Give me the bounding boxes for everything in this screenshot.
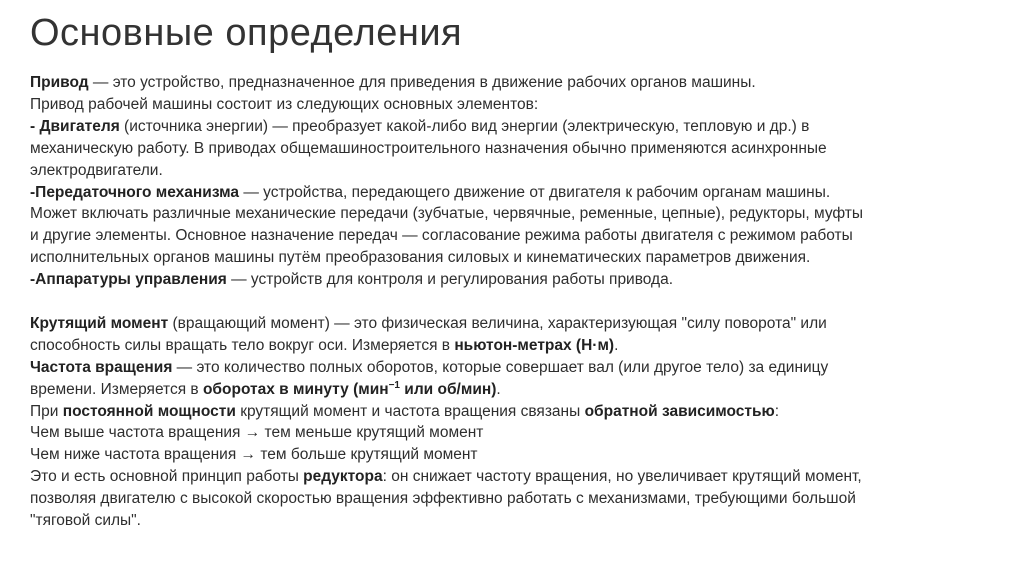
motor-item-line2: механическую работу. В приводах общемашиностроительного назначения обычно применяются асинхронные bbox=[30, 139, 827, 157]
torque-definition: Крутящий момент (вращающий момент) — это физическая величина, характеризующая "силу поворота" или bbox=[30, 314, 827, 332]
torque-term: Крутящий момент bbox=[30, 314, 169, 332]
speed-term: Частота вращения bbox=[30, 358, 173, 376]
slide-body bbox=[30, 72, 1010, 532]
drive-definition: Привод — это устройство, предназначенное для приведения в движение рабочих органов машины. bbox=[30, 74, 756, 91]
drive-composition: Привод рабочей машины состоит из следующих основных элементов: bbox=[30, 95, 539, 113]
speed-definition: Частота вращения — это количество полных оборотов, которые совершает вал (или другое тело) за единицу bbox=[30, 358, 829, 376]
inverse-relation-term: обратной зависимостью bbox=[584, 402, 775, 420]
transmission-item-line2: Может включать различные механические передачи (зубчатые, червячные, ременные, цепные), редукторы, муфты bbox=[30, 205, 864, 223]
speed-unit: оборотах в минуту (мин$^{-1}$ или об/мин) bbox=[202, 379, 497, 398]
motor-item: - Двигателя (источника энергии) — преобразует какой-либо вид энергии (электрическую, тепловую и др.) в bbox=[30, 117, 810, 135]
reducer-principle-line3: "тяговой силы". bbox=[30, 512, 141, 530]
relation-statement: При постоянной мощности крутящий момент и частота вращения связаны обратной зависимостью: bbox=[30, 402, 780, 420]
paragraph-gap bbox=[30, 291, 1010, 313]
slide-title: Основные определения bbox=[30, 12, 463, 54]
reducer-principle: Это и есть основной принцип работы редуктора: он снижает частоту вращения, но увеличивает крутящий момент, bbox=[30, 468, 862, 486]
control-term: Аппаратуры управления bbox=[35, 271, 227, 289]
drive-term: Привод bbox=[30, 74, 89, 91]
rule-higher-speed: Чем выше частота вращения → тем меньше крутящий момент bbox=[30, 424, 484, 442]
motor-term: Двигателя bbox=[39, 117, 120, 135]
speed-definition-line2: времени. Измеряется в оборотах в минуту (мин$^{-1}$ или об/мин). bbox=[30, 379, 501, 398]
torque-definition-line2: способность силы вращать тело вокруг оси. Измеряется в ньютон-метрах (Н·м). bbox=[30, 336, 619, 354]
motor-item-line3: электродвигатели. bbox=[30, 161, 163, 179]
constant-power-term: постоянной мощности bbox=[62, 402, 236, 420]
torque-unit: ньютон-метрах (Н·м) bbox=[454, 336, 615, 354]
transmission-item-line4: исполнительных органов машины путём преобразования силовых и кинематических параметров движения. bbox=[30, 249, 811, 267]
reducer-principle-line2: позволяя двигателю с высокой скоростью вращения эффективно работать с механизмами, требующими большой bbox=[30, 490, 856, 508]
transmission-item: -Передаточного механизма — устройства, передающего движение от двигателя к рабочим органам машины. bbox=[30, 183, 831, 201]
transmission-term: Передаточного механизма bbox=[35, 183, 240, 201]
control-item: -Аппаратуры управления — устройств для контроля и регулирования работы привода. bbox=[30, 271, 674, 289]
transmission-item-line3: и другие элементы. Основное назначение передач — согласование режима работы двигателя с режимом работы bbox=[30, 227, 853, 245]
rule-lower-speed: Чем ниже частота вращения → тем больше крутящий момент bbox=[30, 446, 478, 464]
reducer-term: редуктора bbox=[303, 468, 383, 486]
